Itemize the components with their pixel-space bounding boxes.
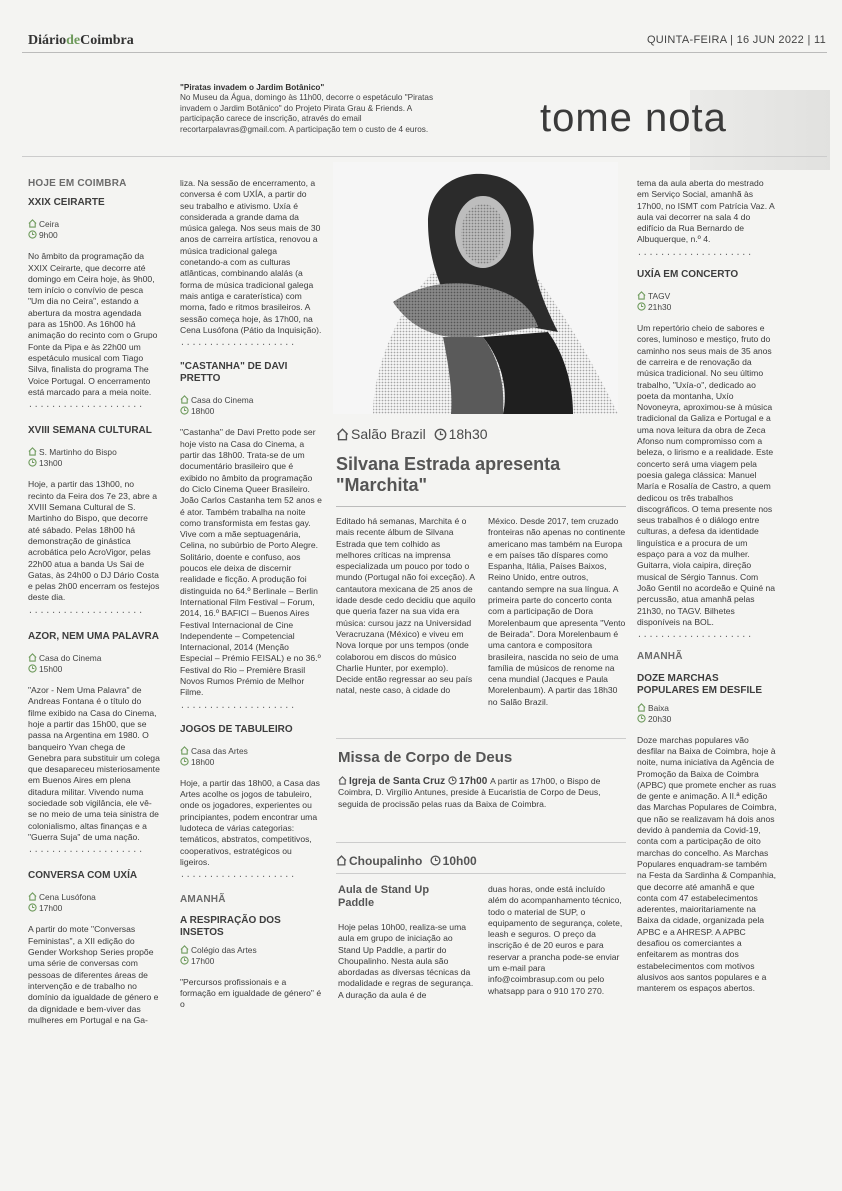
missa-place: Igreja de Santa Cruz <box>338 776 448 787</box>
sup-time: 10h00 <box>430 854 477 868</box>
event-place: Casa do Cinema <box>28 653 160 664</box>
dot-divider: .................... <box>637 631 754 641</box>
home-icon <box>637 703 646 712</box>
article-title: XXIX CEIRARTE <box>28 197 105 209</box>
column-2 <box>180 178 322 1011</box>
clock-icon <box>28 458 37 467</box>
feature-time: 18h30 <box>434 426 488 442</box>
article-title: XVIII SEMANA CULTURAL <box>28 425 152 437</box>
clock-icon <box>448 776 457 785</box>
missa-body: Igreja de Santa Cruz 17h00 A partir as 17h00, o Bispo de Coimbra, D. Virgílio Antunes, preside à Eucaristia de Corpo de Deus, seguida de procissão pelas ruas da Baixa de Coimbra. <box>338 776 601 809</box>
home-icon <box>637 291 646 300</box>
article-body: Hoje, a partir das 18h00, a Casa das Artes acolhe os jogos de tabuleiro, onde os jogadores, experientes ou principiantes, podem encontrar uma ludoteca de várias categorias: temáticos, abstratos, competitivos, cooperativos, estratégicos ou ligeiros. <box>180 777 320 867</box>
event-time: 18h00 <box>180 406 322 417</box>
section-title: tome nota <box>540 96 727 140</box>
article-body: "Percursos profissionais e a formação em igualdade de género" é o <box>180 976 322 1010</box>
clock-icon <box>28 230 37 239</box>
event-time: 9h00 <box>28 230 160 241</box>
article-body: No âmbito da programação da XXIX Ceirarte, que decorre até domingo em Ceira hoje, às 9h00, tem início o convívio de pesca "Um dia no Ceira", estando a abertura da mostra agendada para as 15h00. As 16h00 há animação do recinto com o Grupo Fonte da Pipa e às 22h00 um espetáculo musical com Tiago Silva, finalista do programa The Voice Portugal. O encerramento está marcado para a meia noite. <box>28 251 158 397</box>
home-icon <box>338 776 347 785</box>
masthead-brand: DiáriodeCoimbra <box>28 33 134 48</box>
singer-portrait-image <box>333 162 618 414</box>
clock-icon <box>434 428 447 441</box>
article-body: liza. Na sessão de encerramento, a conversa é com UXÍA, a partir do seu trabalho e ativismo. Uxía é considerada a grande dama da música galega. Nos seus mais de 30 anos de carreira artística, renovou a música tradicional galega conetando-a com as culturas atlânticas, combinando alalás (a forma de música tradicional galega mais antiga e caraterística) com morna, fado e ritmos brasileiros. A sessão começa hoje, às 17h00, na Cena Lusófona (Pátio da Inquisição). <box>180 178 322 335</box>
header-divider <box>22 52 827 53</box>
event-place: Cena Lusófona <box>28 892 160 903</box>
article-body: Hoje, a partir das 13h00, no recinto da Feira dos 7e 23, abre a XVIII Semana Cultural de S. Martinho do Bispo, que decorre até sábado. Pelas 18h00 há demonstração de ginástica acrobática pelo AcroVigor, pelas 22h00 atua a banda Us Sai de Gatas, às 24h00 o DJ Dário Costa e pelas 2h00 encerram os festejos deste dia. <box>28 479 160 603</box>
dot-divider: .................... <box>180 871 297 881</box>
feature-venue-line <box>336 426 626 444</box>
home-icon <box>28 447 37 456</box>
home-icon <box>180 395 189 404</box>
article-title: DOZE MARCHAS POPULARES EM DESFILE <box>637 672 763 696</box>
article-title: UXÍA EM CONCERTO <box>637 269 739 281</box>
home-icon <box>28 653 37 662</box>
home-icon <box>336 855 347 866</box>
event-time: 17h00 <box>180 956 322 967</box>
column-5 <box>637 178 777 995</box>
article-body: "Azor - Nem Uma Palavra" de Andreas Fontana é o título do filme exibido na Casa do Cinema, hoje a partir das 15h00, que se passa na Argentina em 1980. O banqueiro Yvan chega de Genebra para substituir um colega que desapareceu misteriosamente em Buenos Aires em plena ditadura militar. Vivendo numa sociedade sob vigilância, ele vê-se no meio de uma teia sinistra de colonialismo, altas finanças e a "Guerra Suja" de uma nação. <box>28 685 160 842</box>
sup-venue-line <box>336 852 626 870</box>
missa-title: Missa de Corpo de Deus <box>338 749 513 766</box>
article-title: CONVERSA COM UXÍA <box>28 870 138 882</box>
dot-divider: .................... <box>180 339 297 349</box>
column-1 <box>28 178 160 1026</box>
home-icon <box>28 219 37 228</box>
event-place: TAGV <box>637 291 777 302</box>
article-title: AZOR, NEM UMA PALAVRA <box>28 631 159 643</box>
event-time: 18h00 <box>180 757 322 768</box>
feature-body-right: México. Desde 2017, tem cruzado fronteiras não apenas no continente americano mas também na Europa e em países tão díspares como Espanha, Itália, Países Baixos, Reino Unido, entre outros, cantando sempre na sua língua. A primeira parte do concerto conta com a participação de Dora Morelenbaum que apresenta "Vento de Beirada". Dora Morelenbaum é uma cantora e compositora brasileira, nascida no seio de uma família de músicos de renome na cena mundial (Jacques e Paula Morelenbaum). A partir das 18h30 no Salão Brazil. <box>488 516 626 707</box>
article-title: A RESPIRAÇÃO DOS INSETOS <box>180 914 281 938</box>
dot-divider: .................... <box>28 846 145 856</box>
event-place: Ceira <box>28 219 160 230</box>
missa-top-rule <box>336 738 626 739</box>
article-body: "Castanha" de Davi Pretto pode ser hoje visto na Casa do Cinema, a partir das 18h00. Trata-se de um documentário brasileiro que é exibido no âmbito da programação do Ciclo Cinema Queer Brasileiro. João Carlos Castanha tem 52 anos e é ator. Também trabalha na noite como transformista em festas gay. Vive com a mãe septuagenária, Celina, no subúrbio de Porto Alegre. Solitário, doente e confuso, aos poucos ele deixa de discernir realidade e ficção. A produção foi distinguida no 64.º Berlinale – Berlin International Film Festival – Forum, 2014, 16.º BAFICI – Buenos Aires Festival Internacional de Cine Independente – Competencial Internacional, 2014 (Menção Especial – Prémio FEISAL) e no 36.º Festival do Rio – Première Brasil Novos Rumos Prémio de Melhor Filme. <box>180 427 322 698</box>
sup-title: Aula de Stand Up Paddle <box>338 884 430 909</box>
home-icon <box>180 746 189 755</box>
sup-venue: Choupalinho <box>336 854 426 868</box>
section-amanha: AMANHÃ <box>637 651 683 663</box>
dot-divider: .................... <box>180 701 297 711</box>
event-time: 21h30 <box>637 302 777 313</box>
missa-time: 17h00 <box>448 776 490 787</box>
section-amanha: AMANHÃ <box>180 893 226 905</box>
clock-icon <box>637 714 646 723</box>
promo-title: "Piratas invadem o Jardim Botânico" <box>180 83 325 92</box>
article-title: JOGOS DE TABULEIRO <box>180 723 293 735</box>
sup-rule <box>336 873 626 874</box>
feature-venue: Salão Brazil <box>336 426 430 442</box>
event-time: 20h30 <box>637 714 777 725</box>
feature-headline: Silvana Estrada apresenta "Marchita" <box>336 454 561 495</box>
article-title: "CASTANHA" DE DAVI PRETTO <box>180 361 288 385</box>
home-icon <box>180 945 189 954</box>
event-place: S. Martinho do Bispo <box>28 447 160 458</box>
promo-body: No Museu da Água, domingo às 11h00, decorre o espetáculo "Piratas invadem o Jardim Botânico" do Projeto Pirata Grau & Friends. A participação carece de inscrição, através do email recortarpalavras@gmail.com. A participação tem o custo de 4 euros. <box>180 93 434 134</box>
clock-icon <box>180 757 189 766</box>
event-place: Casa das Artes <box>180 746 322 757</box>
clock-icon <box>180 406 189 415</box>
clock-icon <box>180 956 189 965</box>
promo-box <box>180 83 440 135</box>
feature-divider <box>336 506 626 507</box>
clock-icon <box>28 664 37 673</box>
event-place: Casa do Cinema <box>180 395 322 406</box>
section-hoje: HOJE EM COIMBRA <box>28 178 127 189</box>
dot-divider: .................... <box>28 401 145 411</box>
section-divider <box>22 156 827 157</box>
article-body: Um repertório cheio de sabores e cores, luminoso e mestiço, fruto do caminho nos seus mais de 35 anos de carreira e de renovação da música tradicional. No seu último trabalho, "Uxía-o", dedicado ao poeta da montanha, Uxío Novoneyra, aproximou-se à música tradicional da Galiza e Portugal e a uma nova leitura da obra de Zeca Afonso num compromisso com a beleza, o lirismo e a realidade. Este concerto será uma viagem pela poesia galega clássica: Manuel María e Rosalía de Castro, a quem dedicou os três trabalhos discográficos. O tema presente nos seus trabalhos é o diálogo entre culturas, a defesa da identidade linguística e a procura de um espaço para a voz da mulher. Guitarra, viola caipira, direção musical de Sérgio Tannus. Com João Gentil no acordeão e Quiné na percussão, atua amanhã pelas 21h30, no TAGV. Bilhetes disponíveis na BOL. <box>637 323 776 627</box>
event-place: Colégio das Artes <box>180 945 322 956</box>
feature-body-left: Editado há semanas, Marchita é o mais recente álbum de Silvana Estrada que tem colhido as melhores críticas na imprensa especializada um pouco por todo o mundo (Portugal não foi exceção). A cantautora mexicana de 25 anos de idade desde cedo decidiu que aquilo que queria fazer na sua vida era música: cursou jazz na Universidad Veracruzana (México) e viveu em Nova Iorque por uns tempos (onde colaborou em discos do músico Charlie Hunter, por exemplo). Decide então regressar ao seu país natal, neste caso, à cidade do <box>336 516 476 696</box>
clock-icon <box>28 903 37 912</box>
sup-body-right: duas horas, onde está incluído além do acompanhamento técnico, todo o material de SUP, o equipamento de segurança, colete, leash e seguros. O preço da inscrição é de 20 euros e para reservar a prancha pode-se enviar um e-mail para info@coimbrasup.com ou pelo whatsapp para o 910 170 270. <box>488 884 623 996</box>
clock-icon <box>430 855 441 866</box>
dot-divider: .................... <box>637 248 754 258</box>
sup-body-left: Hoje pelas 10h00, realiza-se uma aula em grupo de iniciação ao Stand Up Paddle, a partir do Choupalinho. Nesta aula são abordadas as diversas técnicas da modalidade e regras de segurança. A duração da aula é de <box>338 922 474 1000</box>
event-place: Baixa <box>637 703 777 714</box>
article-body: Doze marchas populares vão desfilar na Baixa de Coimbra, hoje à noite, numa iniciativa da Agência de Promoção da Baixa de Coimbra (APBC) que promete encher as ruas de gente e animação. A II.ª edição das Marchas Populares de Coimbra, que não se realizavam há dois anos devido à pandemia da Covid-19, conta com a participação de oito marchas do concelho. As Marchas Populares enquadram-se também na Festa da Sardinha & Companhia, que decorre até amanhã e que conta com 47 estabelecimentos aderentes, maioritariamente na Baixa da cidade, organizada pela APBC e a AHRESP. A APBC desafiou os comerciantes a enfeitarem as montras dos estabelecimentos com motivos alusivos aos santos populares e a manterem os espaços abertos. <box>637 734 777 994</box>
event-time: 15h00 <box>28 664 160 675</box>
feature-photo <box>333 162 618 414</box>
article-body: A partir do mote "Conversas Feministas", a XII edição do Gender Workshop Series propõe uma série de conversas com pessoas de diferentes áreas de intervenção e de trabalho no domínio da igualdade de género e da dignidade e bem-viver das mulheres em Portugal e na Ga- <box>28 924 159 1025</box>
event-time: 17h00 <box>28 903 160 914</box>
clock-icon <box>637 302 646 311</box>
home-icon <box>336 428 349 441</box>
dot-divider: .................... <box>28 606 145 616</box>
home-icon <box>28 892 37 901</box>
page-date: QUINTA-FEIRA | 16 JUN 2022 | 11 <box>646 34 826 46</box>
article-body: tema da aula aberta do mestrado em Serviço Social, amanhã às 17h00, no ISMT com Patrícia Vaz. A aula vai decorrer na sala 4 do edifício da Rua Bernardo de Albuquerque, n.º 4. <box>637 178 775 245</box>
missa-bottom-rule <box>336 842 626 843</box>
event-time: 13h00 <box>28 458 160 469</box>
